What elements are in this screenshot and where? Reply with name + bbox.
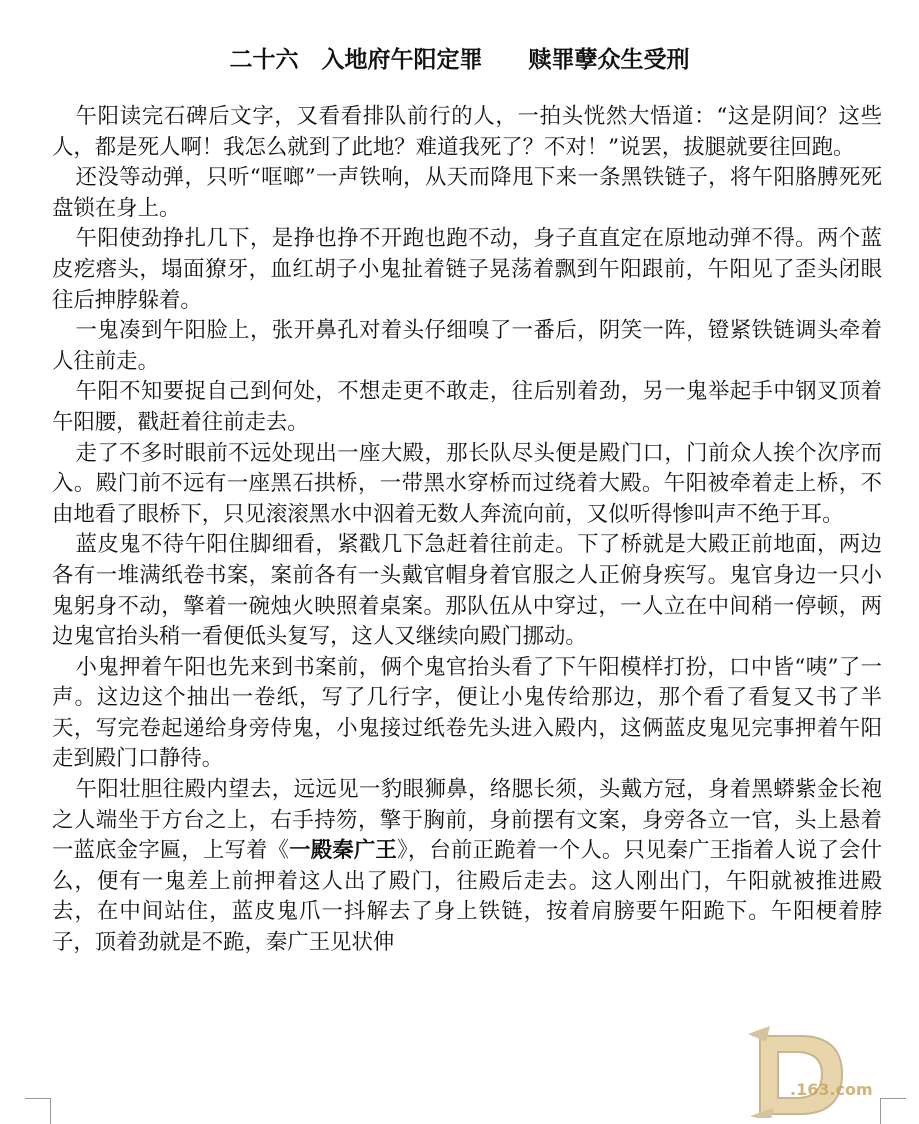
paragraph: 午阳使劲挣扎几下，是挣也挣不开跑也跑不动，身子直直定在原地动弹不得。两个蓝皮疙瘩头，塌面獠牙，血红胡子小鬼扯着链子晃荡着飘到午阳跟前，午阳见了歪头闭眼往后抻脖躲着。	[52, 226, 882, 313]
paragraph: 还没等动弹，只听“哐啷”一声铁响，从天而降甩下来一条黑铁链子，将午阳胳膊死死盘锁在身上。	[52, 165, 882, 221]
paragraph	[52, 775, 882, 959]
watermark-logo-icon	[730, 1022, 912, 1118]
paragraph: 午阳读完石碑后文字，又看看排队前行的人，一拍头恍然大悟道：“这是阴间？这些人，都是死人啊！我怎么就到了此地？难道我死了？不对！”说罢，拔腿就要往回跑。	[52, 104, 882, 160]
paragraph: 蓝皮鬼不待午阳住脚细看，紧戳几下急赶着往前走。下了桥就是大殿正前地面，两边各有一堆满纸卷书案，案前各有一头戴官帽身着官服之人正俯身疾写。鬼官身边一只小鬼躬身不动，擎着一碗烛火映照着桌案。那队伍从中穿过，一人立在中间稍一停顿，两边鬼官抬头稍一看便低头复写，这人又继续向殿门挪动。	[52, 532, 882, 650]
paragraph: 一鬼凑到午阳脸上，张开鼻孔对着头仔细嗅了一番后，阴笑一阵，镫紧铁链调头牵着人往前走。	[52, 318, 882, 374]
chapter-body	[52, 102, 882, 959]
plaque-name: 一殿秦广王	[289, 838, 397, 864]
crop-mark-left	[25, 1098, 51, 1124]
paragraph: 小鬼押着午阳也先来到书案前，俩个鬼官抬头看了下午阳模样打扮，口中皆“咦”了一声。这边这个抽出一卷纸，写了几行字，便让小鬼传给那边，那个看了看复又书了半天，写完卷起递给身旁侍鬼，小鬼接过纸卷先头进入殿内，这俩蓝皮鬼见完事押着午阳走到殿门口静待。	[52, 654, 882, 772]
paragraph: 走了不多时眼前不远处现出一座大殿，那长队尽头便是殿门口，门前众人挨个次序而入。殿门前不远有一座黑石拱桥，一带黑水穿桥而过绕着大殿。午阳被牵着走上桥，不由地看了眼桥下，只见滚滚黑水中泅着无数人奔流向前，又似听得惨叫声不绝于耳。	[52, 440, 882, 527]
chapter-title: 二十六 入地府午阳定罪 赎罪孽众生受刑	[229, 46, 690, 73]
paragraph: 午阳不知要捉自己到何处，不想走更不敢走，往后别着劲，另一鬼举起手中钢叉顶着午阳腰，戳赶着往前走去。	[52, 379, 882, 435]
paragraph-text: 》，台前正跪着一个人。只见秦广王指着人说了会什么，便有一鬼差上前押着这人出了殿门，往殿后走去。这人刚出门，午阳就被推进殿去，在中间站住，蓝皮鬼爪一抖解去了身上铁链，按着肩膀要午阳跪下。午阳梗着脖子，顶着劲就是不跪，秦广王见状伸	[52, 838, 882, 956]
watermark-text: .163.com	[790, 1080, 873, 1099]
paragraph-text: 午阳壮胆往殿内望去，远远见一豹眼狮鼻，络腮长须，头戴方冠，身着黑蟒紫金长袍之人端坐于方台之上，右手持笏，擎于胸前，身前摆有文案，身旁各立一官，头上悬着一蓝底金字匾，上写着《	[52, 777, 882, 864]
